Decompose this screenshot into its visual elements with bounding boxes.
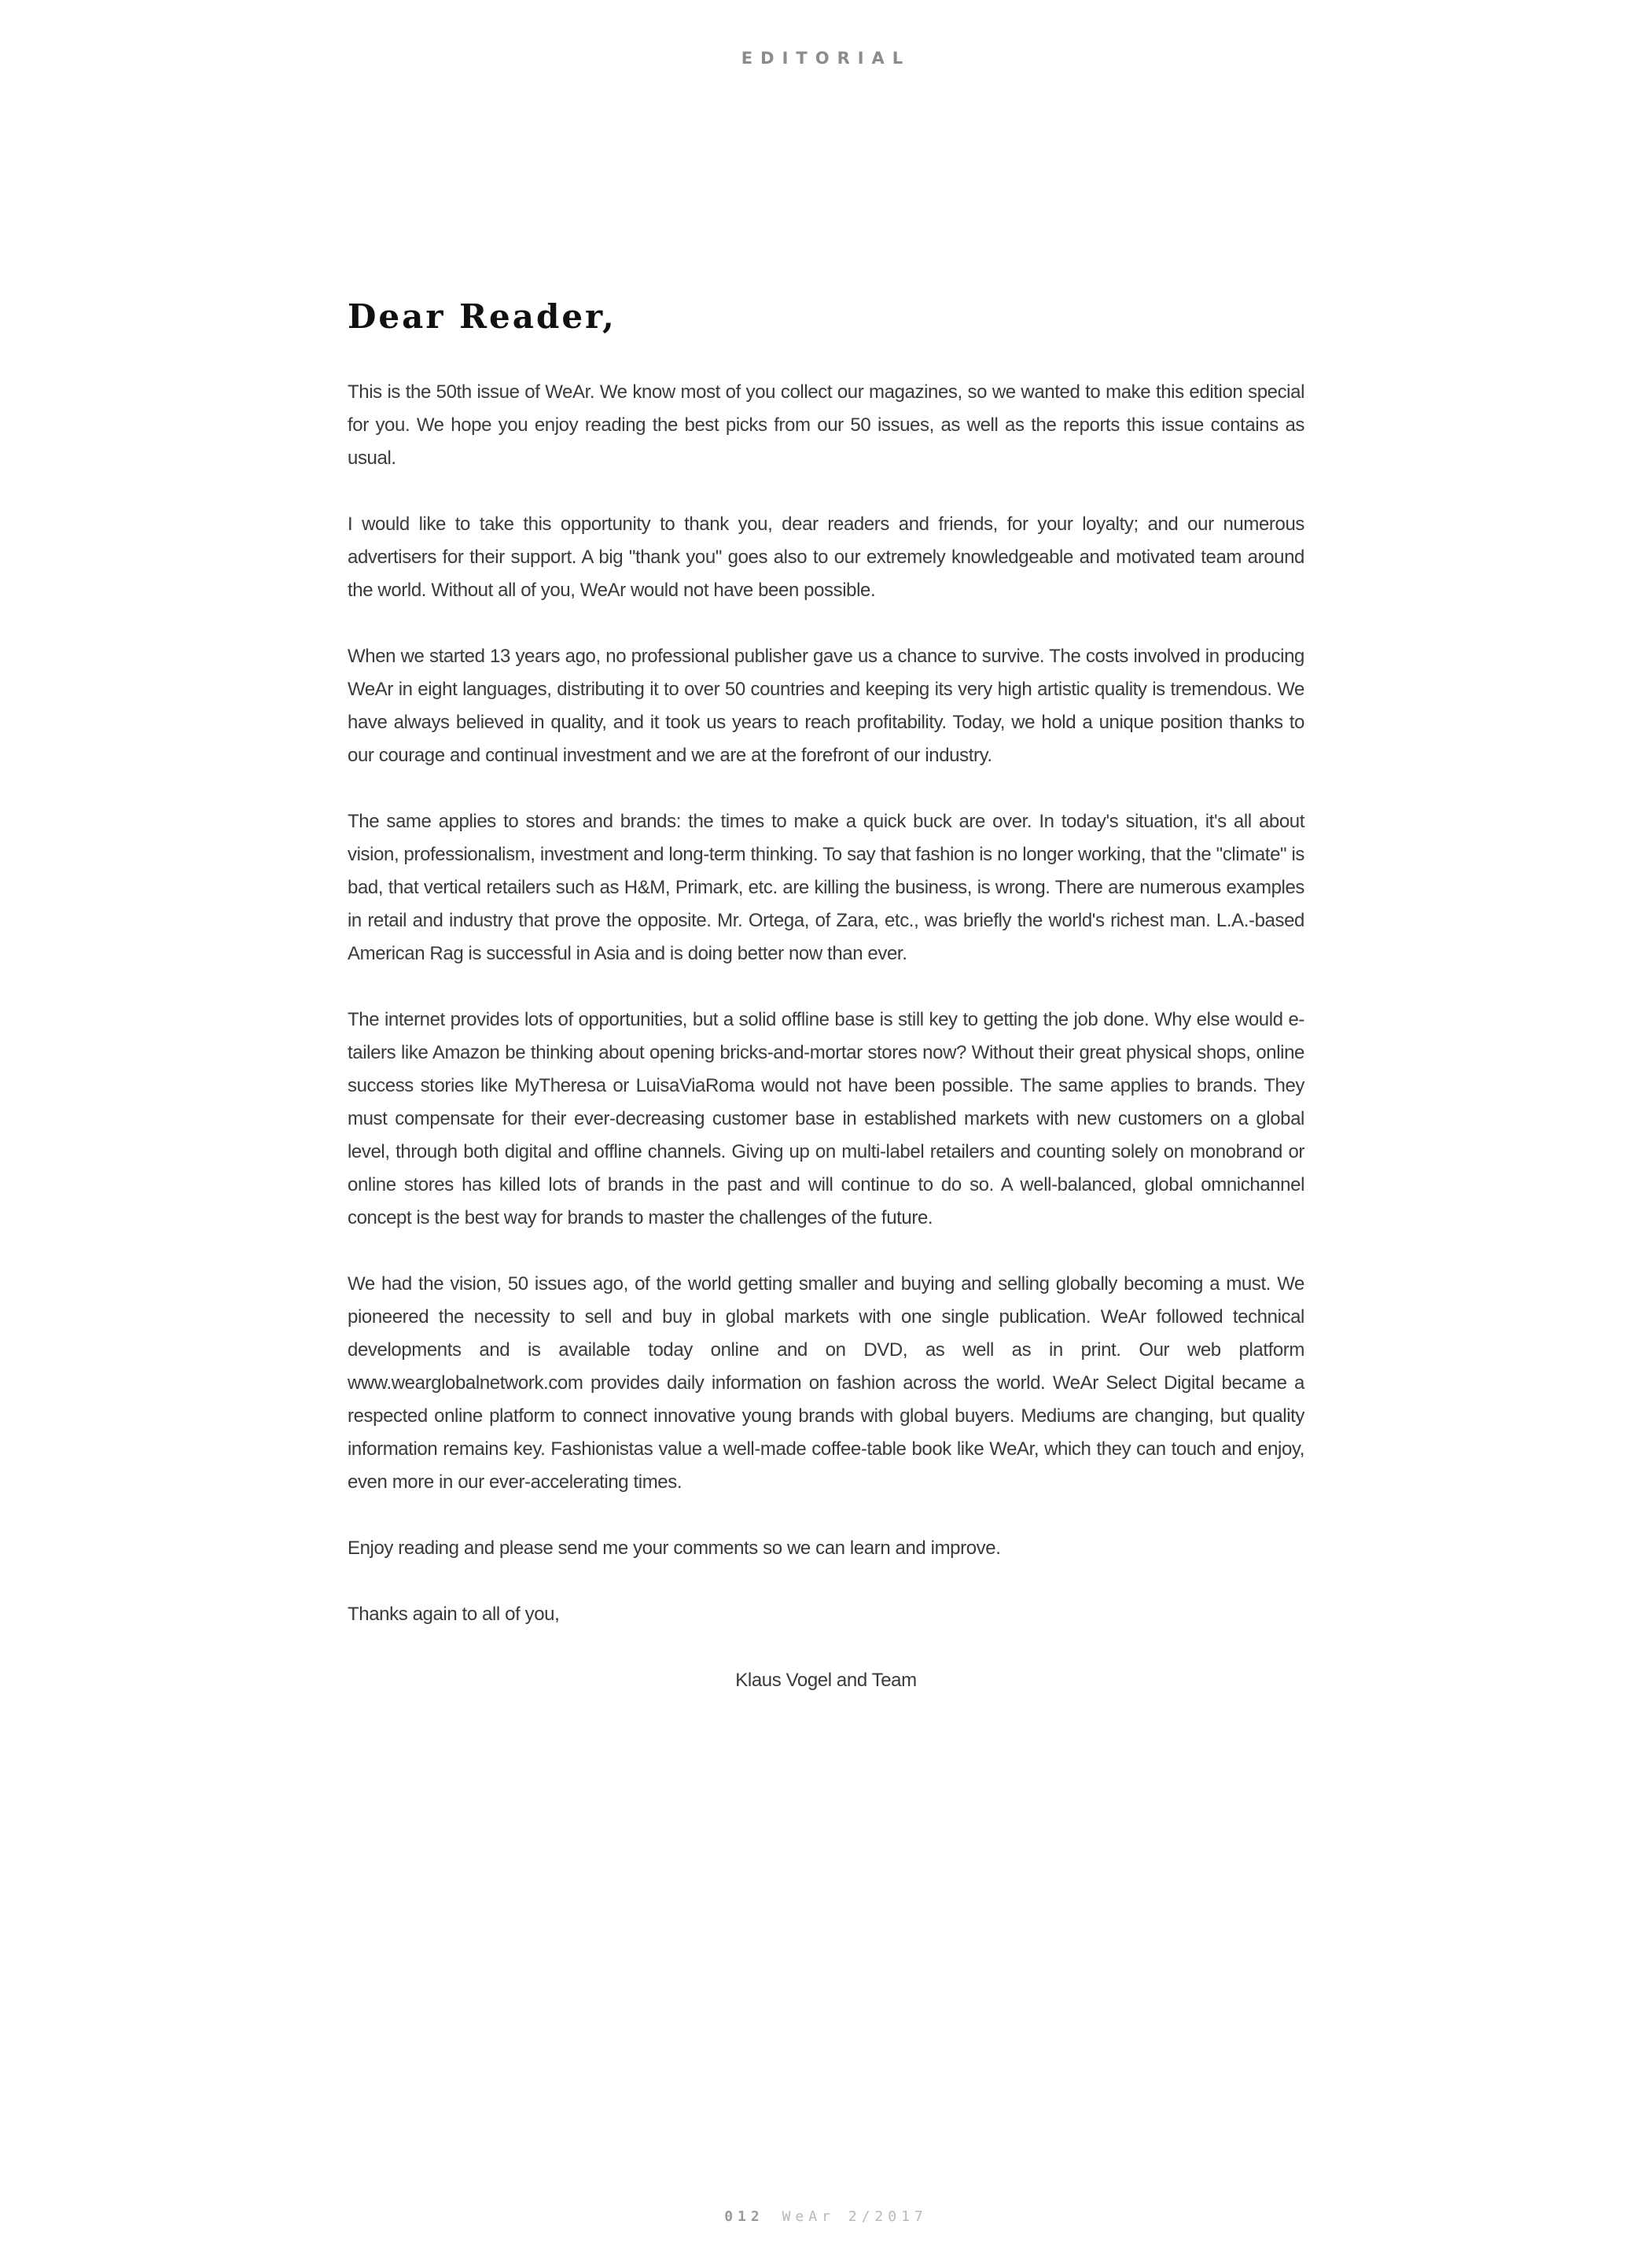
paragraph-closing: Thanks again to all of you,: [348, 1604, 560, 1626]
paragraph-intro: This is the 50th issue of WeAr. We know most of you collect our magazines, so we wanted to make this edition special for you. We hope you enjoy reading the best picks from our 50 issues, as well as the reports this issue contains as usual.: [348, 381, 1304, 470]
paragraph-stores-brands: The same applies to stores and brands: the times to make a quick buck are over. In today's situation, it's all about vision, professionalism, investment and long-term thinking. To say that fashion is no longer working, that the "climate" is bad, that vertical retailers such as H&M, Primark, etc. are killing the business, is wrong. There are numerous examples in retail and industry that prove the opposite. Mr. Ortega, of Zara, etc., was briefly the world's richest man. L.A.-based American Rag is successful in Asia and is doing better now than ever.: [348, 811, 1304, 965]
paragraph-thanks: I would like to take this opportunity to thank you, dear readers and friends, for your loyalty; and our numerous advertisers for their support. A big "thank you" goes also to our extremely knowledgeable and motivated team around the world. Without all of you, WeAr would not have been possible.: [348, 514, 1304, 602]
paragraph-history: When we started 13 years ago, no professional publisher gave us a chance to survive. The costs involved in producing WeAr in eight languages, distributing it to over 50 countries and keeping its very high artistic quality is tremendous. We have always believed in quality, and it took us years to reach profitability. Today, we hold a unique position thanks to our courage and continual investment and we are at the forefront of our industry.: [348, 646, 1304, 767]
paragraph-vision: We had the vision, 50 issues ago, of the world getting smaller and buying and selling globally becoming a must. We pioneered the necessity to sell and buy in global markets with one single publication. WeAr followed technical developments and is available today online and on DVD, as well as in print. Our web platform www.wearglobalnetwork.com provides daily information on fashion across the world. WeAr Select Digital became a respected online platform to connect innovative young brands with global buyers. Mediums are changing, but quality information remains key. Fashionistas value a well-made coffee-table book like WeAr, which they can touch and enjoy, even more in our ever-accelerating times.: [348, 1273, 1304, 1493]
page-number: 012: [724, 2208, 764, 2225]
section-label: EDITORIAL: [741, 49, 911, 68]
salutation-heading: Dear Reader,: [348, 297, 616, 336]
paragraph-enjoy: Enjoy reading and please send me your comments so we can learn and improve.: [348, 1538, 1001, 1560]
paragraph-internet: The internet provides lots of opportunities, but a solid offline base is still key to getting the job done. Why else would e-tailers like Amazon be thinking about opening bricks-and-mortar stores now? Without their great physical shops, online success stories like MyTheresa or LuisaViaRoma would not have been possible. The same applies to brands. They must compensate for their ever-decreasing customer base in established markets with new customers on a global level, through both digital and offline channels. Giving up on multi-label retailers and counting solely on monobrand or online stores has killed lots of brands in the past and will continue to do so. A well-balanced, global omnichannel concept is the best way for brands to master the challenges of the future.: [348, 1009, 1304, 1229]
publication-issue: WeAr 2/2017: [782, 2208, 928, 2225]
signature: Klaus Vogel and Team: [735, 1670, 917, 1692]
editorial-letter: [348, 297, 1304, 1697]
page-footer: [0, 2208, 1652, 2225]
